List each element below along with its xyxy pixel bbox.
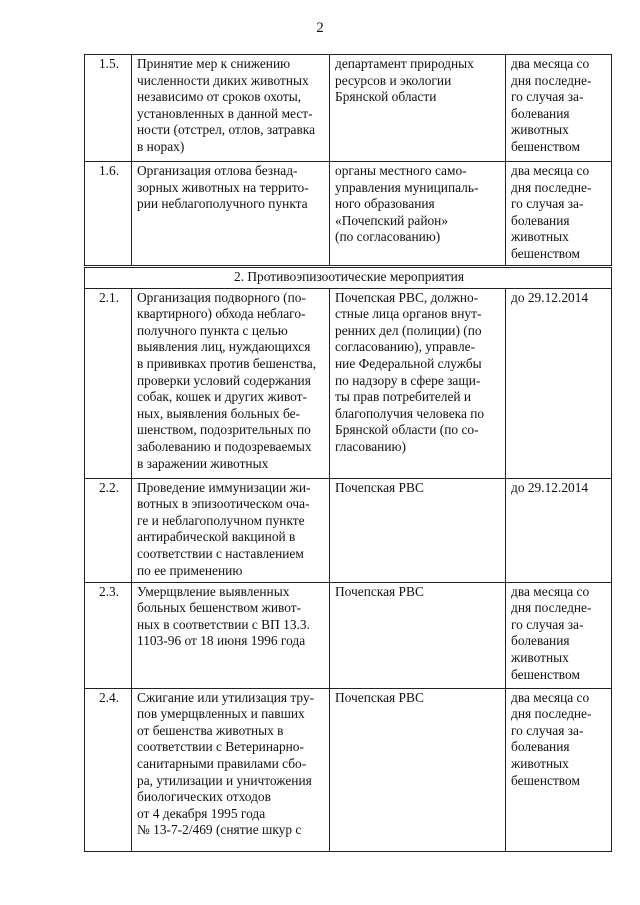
text-line: антирабической вакциной в <box>137 529 296 545</box>
text-line: «Почепский район» <box>335 212 449 228</box>
text-line: Брянской области <box>335 89 437 105</box>
text-line: органы местного само- <box>335 163 467 178</box>
table-row <box>85 582 612 688</box>
text-line: благополучия человека по <box>335 405 485 421</box>
measures-table <box>84 54 612 852</box>
text-line: биологических отходов <box>137 789 271 805</box>
text-line: ренних дел (полиции) (по <box>335 322 482 338</box>
text-line: животных <box>511 649 569 665</box>
text-line: вотных в эпизоотическом оча- <box>137 496 310 512</box>
responsible-cell <box>330 55 506 162</box>
text-line: независимо от сроков охоты, <box>137 89 302 105</box>
text-line: ного образования <box>335 196 435 212</box>
text-line: ресурсов и экологии <box>335 72 452 88</box>
row-number-cell: 1.5. <box>85 55 132 162</box>
row-number-cell: 2.1. <box>85 288 132 478</box>
text-line: № 13-7-2/469 (снятие шкур с <box>137 822 302 838</box>
text-line: Проведение иммунизации жи- <box>137 479 311 495</box>
text-line: соответствии с наставлением <box>137 545 304 561</box>
text-line: санитарными правилами сбо- <box>137 755 307 771</box>
text-line: по надзору в сфере защи- <box>335 372 481 388</box>
text-line: болевания <box>511 633 570 649</box>
text-line: до 29.12.2014 <box>511 289 589 305</box>
term-cell <box>506 55 612 162</box>
text-line: животных <box>511 122 569 138</box>
text-line: Почепская РВС <box>335 479 424 495</box>
text-line: Брянской области (по со- <box>335 422 479 438</box>
text-line: Почепская РВС, должно- <box>335 289 479 305</box>
text-line: Умерщвление выявленных <box>137 583 290 599</box>
text-line: ты прав потребителей и <box>335 389 472 405</box>
term-cell <box>506 688 612 851</box>
text-line: Почепская РВС <box>335 689 424 705</box>
text-line: согласованию), управле- <box>335 339 476 355</box>
text-line: численности диких животных <box>137 72 309 88</box>
text-line: болевания <box>511 105 570 121</box>
row-number-cell: 2.3. <box>85 582 132 688</box>
text-line: ге и неблагополучном пункте <box>137 512 305 528</box>
text-line: ных в соответствии с ВП 13.3. <box>137 616 310 632</box>
table-row <box>85 288 612 478</box>
responsible-cell <box>330 688 506 851</box>
text-line: по ее применению <box>137 562 243 578</box>
section-title: 2. Противоэпизоотические мероприятия <box>85 267 612 289</box>
action-cell <box>132 582 330 688</box>
text-line: болевания <box>511 739 570 755</box>
text-line: от 4 декабря 1995 года <box>137 805 266 821</box>
text-line: управления муниципаль- <box>335 179 479 195</box>
text-line: департамент природных <box>335 56 474 71</box>
responsible-cell <box>330 582 506 688</box>
text-line: в заражении животных <box>137 455 269 471</box>
text-line: в прививках против бешенства, <box>137 355 317 371</box>
action-cell <box>132 288 330 478</box>
text-line: квартирного) обхода неблаго- <box>137 306 306 322</box>
row-number-cell: 2.2. <box>85 478 132 582</box>
responsible-cell <box>330 162 506 267</box>
text-line: дня последне- <box>511 179 592 195</box>
table-row <box>85 478 612 582</box>
term-cell <box>506 288 612 478</box>
responsible-cell <box>330 288 506 478</box>
text-line: два месяца со <box>511 583 590 599</box>
term-cell <box>506 162 612 267</box>
text-line: ние Федеральной службы <box>335 355 482 371</box>
text-line: бешенством <box>511 245 580 261</box>
text-line: два месяца со <box>511 163 590 178</box>
text-line: го случая за- <box>511 722 584 738</box>
text-line: го случая за- <box>511 196 584 212</box>
text-line: два месяца со <box>511 689 590 705</box>
table-row <box>85 55 612 162</box>
table-row <box>85 162 612 267</box>
text-line: го случая за- <box>511 89 584 105</box>
text-line: шенством, подозрительных по <box>137 422 311 438</box>
text-line: дня последне- <box>511 72 592 88</box>
responsible-cell <box>330 478 506 582</box>
text-line: бешенством <box>511 772 580 788</box>
row-number-cell: 1.6. <box>85 162 132 267</box>
text-line: дня последне- <box>511 600 592 616</box>
text-line: выявления лиц, нуждающихся <box>137 339 311 355</box>
text-line: Организация отлова безнад- <box>137 163 298 178</box>
text-line: Организация подворного (по- <box>137 289 306 305</box>
term-cell <box>506 582 612 688</box>
text-line: животных <box>511 755 569 771</box>
text-line: получного пункта с целью <box>137 322 288 338</box>
text-line: го случая за- <box>511 616 584 632</box>
text-line: до 29.12.2014 <box>511 479 589 495</box>
text-line: установленных в данной мест- <box>137 105 313 121</box>
table-row <box>85 688 612 851</box>
text-line: соответствии с Ветеринарно- <box>137 739 304 755</box>
text-line: Принятие мер к снижению <box>137 56 291 71</box>
term-cell <box>506 478 612 582</box>
action-cell <box>132 478 330 582</box>
text-line: заболеванию и подозреваемых <box>137 438 312 454</box>
text-line: бешенством <box>511 138 580 154</box>
text-line: животных <box>511 229 569 245</box>
section-header-row <box>85 267 612 289</box>
text-line: проверки условий содержания <box>137 372 311 388</box>
text-line: ных, выявления больных бе- <box>137 405 301 421</box>
row-number-cell: 2.4. <box>85 688 132 851</box>
text-line: (по согласованию) <box>335 229 441 245</box>
text-line: 1103-96 от 18 июня 1996 года <box>137 633 306 649</box>
action-cell <box>132 688 330 851</box>
text-line: от бешенства животных в <box>137 722 284 738</box>
text-line: ности (отстрел, отлов, затравка <box>137 122 316 138</box>
text-line: в норах) <box>137 138 185 154</box>
action-cell <box>132 55 330 162</box>
text-line: Почепская РВС <box>335 583 424 599</box>
text-line: пов умерщвленных и павших <box>137 706 305 722</box>
text-line: ра, утилизации и уничтожения <box>137 772 312 788</box>
text-line: больных бешенством живот- <box>137 600 302 616</box>
text-line: бешенством <box>511 666 580 682</box>
text-line: болевания <box>511 212 570 228</box>
text-line: рии неблагополучного пункта <box>137 196 308 212</box>
action-cell <box>132 162 330 267</box>
text-line: дня последне- <box>511 706 592 722</box>
text-line: собак, кошек и других живот- <box>137 389 307 405</box>
text-line: гласованию) <box>335 438 406 454</box>
text-line: зорных животных на террито- <box>137 179 309 195</box>
page-number: 2 <box>316 20 324 36</box>
text-line: Сжигание или утилизация тру- <box>137 689 315 705</box>
text-line: стные лица органов внут- <box>335 306 482 322</box>
text-line: два месяца со <box>511 56 590 71</box>
